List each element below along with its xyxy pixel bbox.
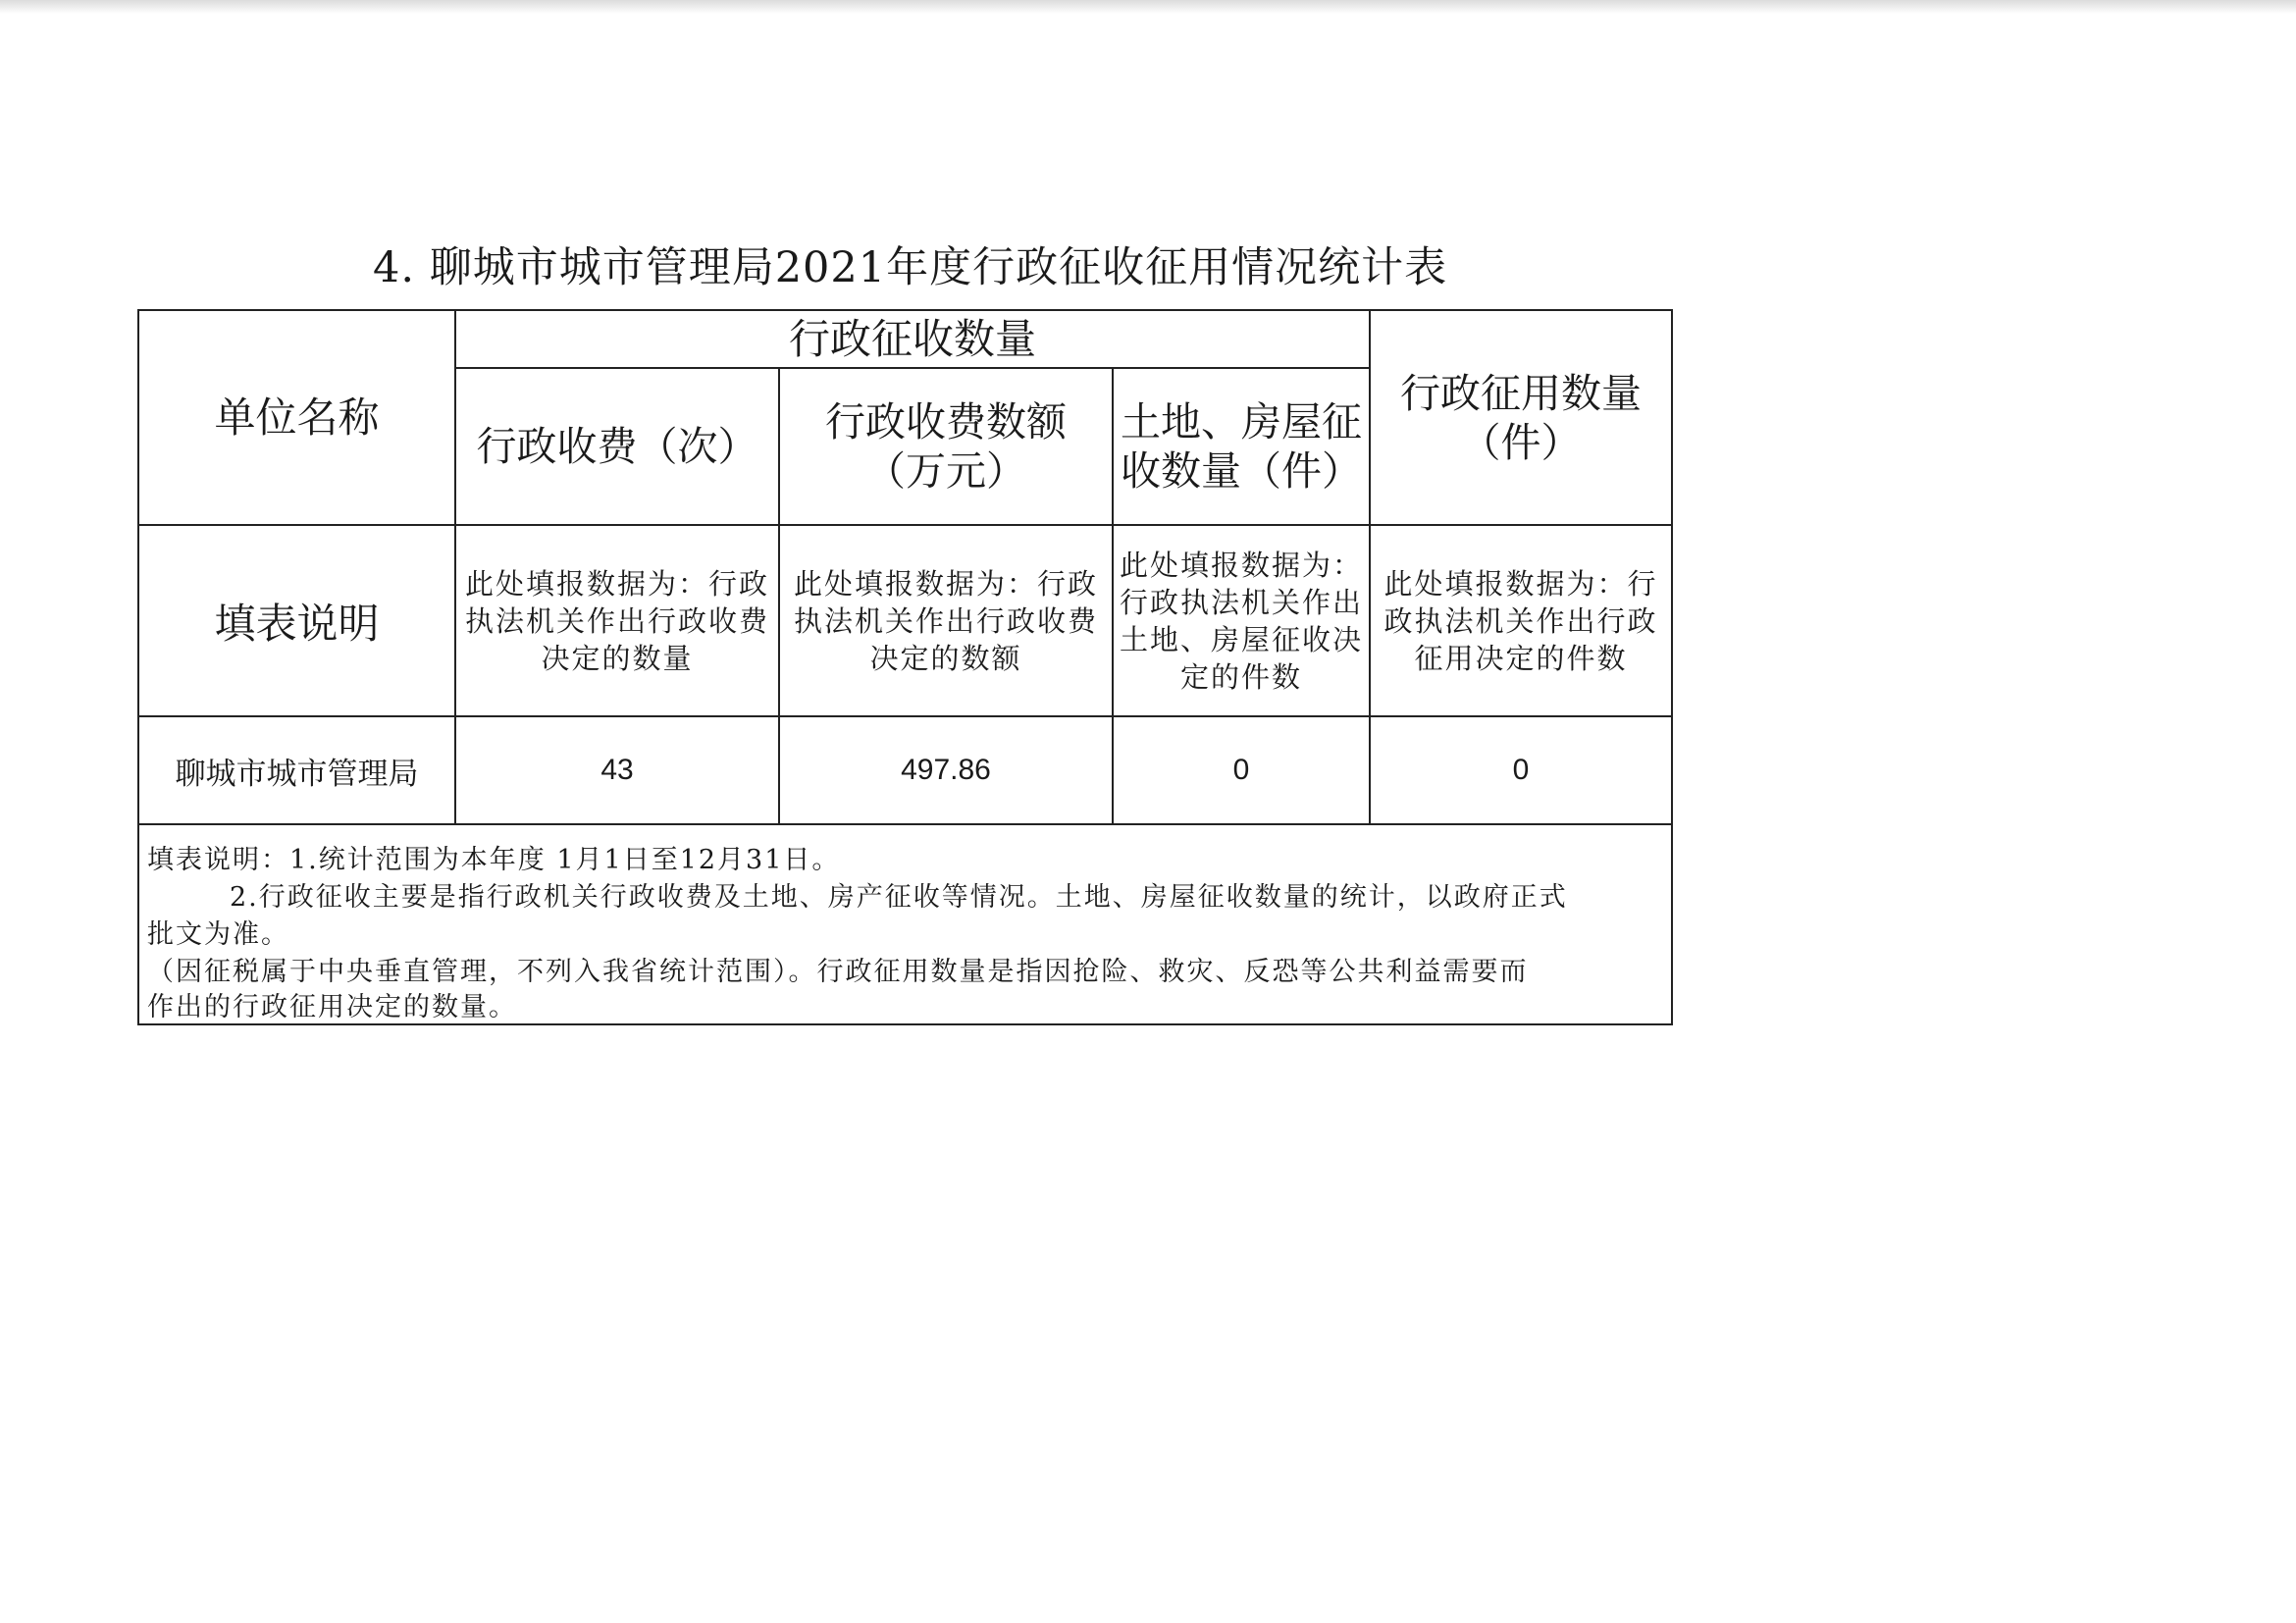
land-housing-header: 土地、房屋征收数量（件） <box>1113 368 1370 525</box>
note-line-3: 批文为准。 <box>147 919 289 950</box>
note-line-5: 作出的行政征用决定的数量。 <box>147 992 517 1022</box>
header-row-1 <box>139 311 1671 368</box>
description-row <box>139 525 1671 716</box>
fee-count-description: 此处填报数据为：行政执法机关作出行政收费决定的数量 <box>455 525 779 716</box>
table-row <box>139 716 1671 824</box>
land-housing-description: 此处填报数据为：行政执法机关作出土地、房屋征收决定的件数 <box>1113 525 1370 716</box>
fee-count-header: 行政收费（次） <box>455 368 779 525</box>
unit-name-header: 单位名称 <box>139 311 455 525</box>
row-fee-amount: 497.86 <box>779 716 1113 824</box>
row-unit-name: 聊城市城市管理局 <box>139 716 455 824</box>
row-land-housing: 0 <box>1113 716 1370 824</box>
row-fee-count: 43 <box>455 716 779 824</box>
statistics-sheet <box>137 309 1673 1025</box>
note-line-4: （因征税属于中央垂直管理，不列入我省统计范围）。行政征用数量是指因抢险、救灾、反恐等公共利益需要而 <box>147 957 1529 987</box>
description-label: 填表说明 <box>139 525 455 716</box>
requisition-header: 行政征用数量（件） <box>1370 311 1671 525</box>
statistics-table <box>139 311 1671 825</box>
fee-amount-header: 行政收费数额（万元） <box>779 368 1113 525</box>
note-line-1: 填表说明：1.统计范围为本年度 1月1日至12月31日。 <box>147 845 841 875</box>
document-title: 4. 聊城市城市管理局2021年度行政征收征用情况统计表 <box>373 243 1448 292</box>
collection-group-header: 行政征收数量 <box>455 311 1370 368</box>
fee-amount-description: 此处填报数据为：行政执法机关作出行政收费决定的数额 <box>779 525 1113 716</box>
scan-edge <box>0 0 2296 14</box>
requisition-description: 此处填报数据为：行政执法机关作出行政征用决定的件数 <box>1370 525 1671 716</box>
notes-section <box>139 831 1671 1025</box>
note-line-2: 2.行政征收主要是指行政机关行政收费及土地、房产征收等情况。土地、房屋征收数量的统计，以政府正式 <box>230 882 1568 913</box>
row-requisition: 0 <box>1370 716 1671 824</box>
